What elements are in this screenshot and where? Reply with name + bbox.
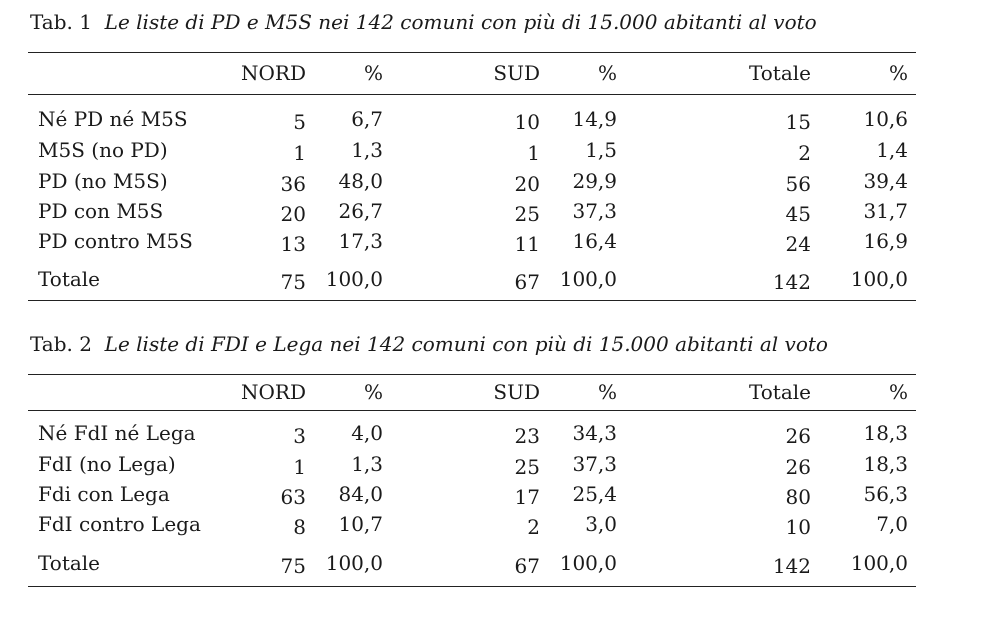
total-cell: 75 <box>280 270 306 294</box>
column-header: % <box>888 61 908 85</box>
table-cell: 20 <box>514 172 540 196</box>
column-header: % <box>597 380 617 404</box>
table-cell: 7,0 <box>876 512 908 536</box>
table-cell: 18,3 <box>863 421 908 445</box>
row-label: Fdi con Lega <box>38 482 170 506</box>
table-cell: 10 <box>785 515 811 539</box>
table-cell: 1,5 <box>585 138 617 162</box>
table-cell: 29,9 <box>572 169 617 193</box>
row-label: Né PD né M5S <box>38 107 188 131</box>
row-label: M5S (no PD) <box>38 138 168 162</box>
table-cell: 16,9 <box>863 229 908 253</box>
column-header: % <box>888 380 908 404</box>
total-cell: 67 <box>514 554 540 578</box>
table-cell: 45 <box>785 202 811 226</box>
table-cell: 56,3 <box>863 482 908 506</box>
row-label: FdI contro Lega <box>38 512 201 536</box>
total-cell: 100,0 <box>325 551 383 575</box>
table-cell: 37,3 <box>572 452 617 476</box>
table-cell: 1 <box>527 141 540 165</box>
table-cell: 3 <box>293 424 306 448</box>
table-cell: 24 <box>785 232 811 256</box>
row-label: PD con M5S <box>38 199 164 223</box>
total-cell: 100,0 <box>559 267 617 291</box>
table-title: Le liste di PD e M5S nei 142 comuni con più di 15.000 abitanti al voto <box>104 10 817 34</box>
table-cell: 20 <box>280 202 306 226</box>
column-header: Totale <box>748 61 811 85</box>
table-cell: 16,4 <box>572 229 617 253</box>
table-cell: 1,4 <box>876 138 908 162</box>
table-caption <box>30 332 828 356</box>
total-label: Totale <box>38 551 101 575</box>
table-cell: 31,7 <box>863 199 908 223</box>
row-label: FdI (no Lega) <box>38 452 176 476</box>
total-cell: 67 <box>514 270 540 294</box>
table-cell: 1 <box>293 141 306 165</box>
table-cell: 26 <box>785 455 811 479</box>
table-cell: 18,3 <box>863 452 908 476</box>
table-cell: 48,0 <box>338 169 383 193</box>
table-caption <box>30 10 817 34</box>
table-cell: 1,3 <box>351 138 383 162</box>
table-title: Le liste di FDI e Lega nei 142 comuni con più di 15.000 abitanti al voto <box>104 332 828 356</box>
column-header: % <box>363 61 383 85</box>
table-cell: 34,3 <box>572 421 617 445</box>
table-cell: 2 <box>798 141 811 165</box>
total-cell: 100,0 <box>850 551 908 575</box>
table-cell: 17 <box>514 485 540 509</box>
total-cell: 142 <box>772 270 811 294</box>
table-cell: 2 <box>527 515 540 539</box>
column-header: % <box>363 380 383 404</box>
table-cell: 23 <box>514 424 540 448</box>
table-bottom-rule <box>28 300 916 301</box>
table-cell: 10,7 <box>338 512 383 536</box>
column-header: NORD <box>241 380 306 404</box>
table-cell: 80 <box>785 485 811 509</box>
total-cell: 100,0 <box>559 551 617 575</box>
table-cell: 26 <box>785 424 811 448</box>
table-cell: 37,3 <box>572 199 617 223</box>
column-header: SUD <box>493 380 540 404</box>
table-cell: 63 <box>280 485 306 509</box>
column-header: % <box>597 61 617 85</box>
total-cell: 75 <box>280 554 306 578</box>
table-bottom-rule <box>28 586 916 587</box>
table-top-rule <box>28 374 916 375</box>
table-top-rule <box>28 52 916 53</box>
table-cell: 5 <box>293 110 306 134</box>
table-cell: 36 <box>280 172 306 196</box>
table-cell: 1 <box>293 455 306 479</box>
column-header: SUD <box>493 61 540 85</box>
table-number: Tab. 1 <box>30 10 92 34</box>
total-label: Totale <box>38 267 101 291</box>
table-cell: 11 <box>514 232 540 256</box>
column-header: NORD <box>241 61 306 85</box>
table-cell: 3,0 <box>585 512 617 536</box>
table-cell: 8 <box>293 515 306 539</box>
total-cell: 100,0 <box>850 267 908 291</box>
row-label: PD (no M5S) <box>38 169 168 193</box>
table-cell: 17,3 <box>338 229 383 253</box>
table-cell: 1,3 <box>351 452 383 476</box>
total-cell: 100,0 <box>325 267 383 291</box>
table-number: Tab. 2 <box>30 332 92 356</box>
table-cell: 10,6 <box>863 107 908 131</box>
table-cell: 10 <box>514 110 540 134</box>
header-rule <box>28 94 916 95</box>
table-cell: 13 <box>280 232 306 256</box>
total-cell: 142 <box>772 554 811 578</box>
header-rule <box>28 410 916 411</box>
table-cell: 4,0 <box>351 421 383 445</box>
row-label: PD contro M5S <box>38 229 193 253</box>
table-cell: 39,4 <box>863 169 908 193</box>
table-cell: 26,7 <box>338 199 383 223</box>
table-cell: 25 <box>514 202 540 226</box>
row-label: Né FdI né Lega <box>38 421 196 445</box>
table-cell: 14,9 <box>572 107 617 131</box>
table-cell: 25,4 <box>572 482 617 506</box>
table-cell: 6,7 <box>351 107 383 131</box>
table-cell: 15 <box>785 110 811 134</box>
column-header: Totale <box>748 380 811 404</box>
table-cell: 56 <box>785 172 811 196</box>
table-cell: 25 <box>514 455 540 479</box>
table-cell: 84,0 <box>338 482 383 506</box>
